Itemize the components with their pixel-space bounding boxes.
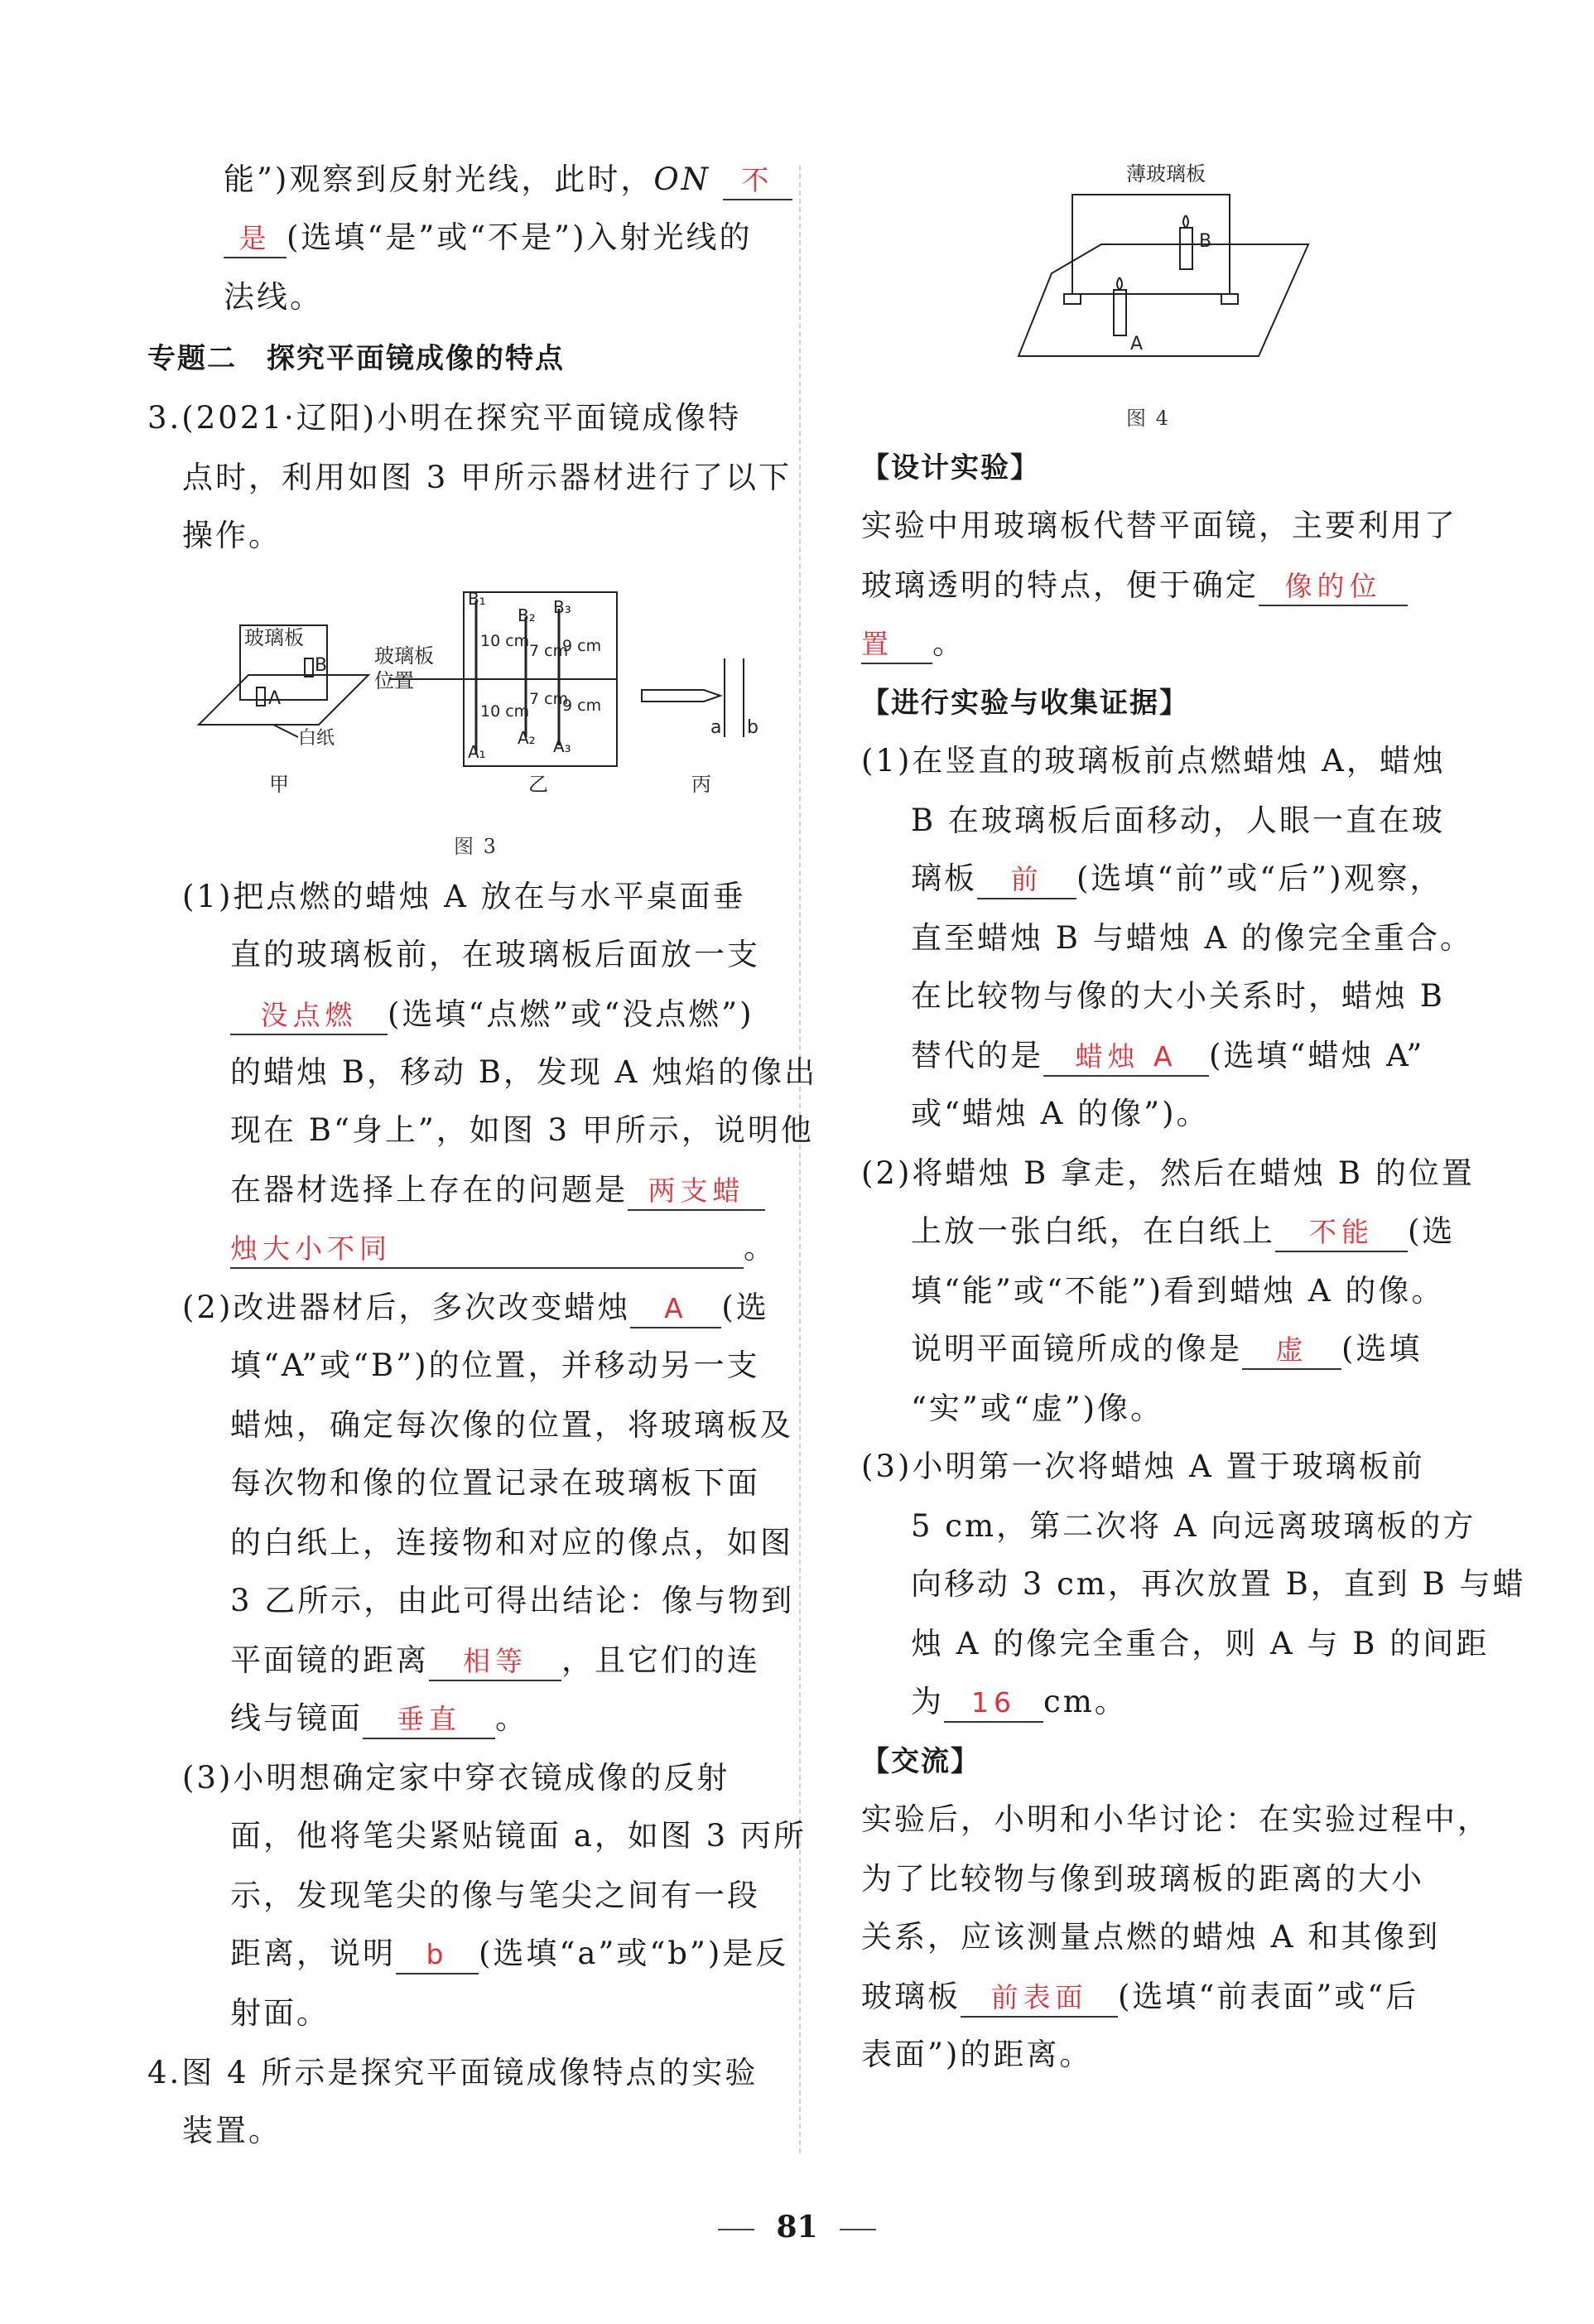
dist-9b: 9 cm <box>562 697 602 715</box>
figure-3-caption: 图 3 <box>454 835 498 858</box>
dist-7b: 7 cm <box>529 690 569 708</box>
text-line: 点时，利用如图 3 甲所示器材进行了以下 <box>182 460 792 495</box>
dist-10a: 10 cm <box>480 632 530 650</box>
pen-icon <box>642 690 720 702</box>
answer-blank: 是 <box>224 220 287 258</box>
text-line: 烛大小不同 。 <box>230 1227 777 1269</box>
label-face-b: b <box>747 717 758 738</box>
dash-left <box>718 2229 754 2230</box>
label-glass: 玻璃板 <box>244 626 304 649</box>
section-heading: 【进行实验与收集证据】 <box>861 687 1189 720</box>
leader-line <box>273 725 298 737</box>
text-line: 现在 B“身上”，如图 3 甲所示，说明他 <box>230 1112 814 1148</box>
answer-blank: 前表面 <box>961 1979 1118 2018</box>
label-thin-glass: 薄玻璃板 <box>1126 162 1206 186</box>
section-heading: 专题二 探究平面镜成像的特点 <box>147 342 565 375</box>
text-line: 蜡烛，确定每次像的位置，将玻璃板及 <box>230 1407 793 1443</box>
flame-b <box>1183 215 1188 228</box>
part-1: (1)把点燃的蜡烛 A 放在与水平桌面垂 <box>182 879 746 914</box>
dash-right <box>840 2229 876 2230</box>
candle-b <box>1180 228 1192 269</box>
label-a2: A₂ <box>518 728 536 748</box>
answer-blank: 相等 <box>429 1643 561 1681</box>
text-line: 实验后，小明和小华讨论：在实验过程中， <box>861 1801 1490 1837</box>
text-line: 示，发现笔尖的像与笔尖之间有一段 <box>230 1878 760 1913</box>
text-line: 是 (选填“是”或“不是”)入射光线的 <box>224 217 753 258</box>
text-line: 面，他将笔尖紧贴镜面 a，如图 3 丙所 <box>230 1818 807 1854</box>
dist-10b: 10 cm <box>480 702 530 721</box>
text-line: 的蜡烛 B，移动 B，发现 A 烛焰的像出 <box>230 1054 818 1090</box>
page-number: 81 <box>0 2210 1594 2244</box>
text-line: 或“蜡烛 A 的像”)。 <box>911 1096 1210 1131</box>
text-line: 距离，说明 b (选填“a”或“b”)是反 <box>230 1933 788 1974</box>
label-paper: 白纸 <box>298 728 335 749</box>
answer-blank: 前 <box>977 861 1076 899</box>
label-a1: A₁ <box>468 742 486 762</box>
label-b2: B₂ <box>518 605 536 625</box>
label-b3: B₃ <box>553 597 571 617</box>
text-line: 替代的是 蜡烛 A (选填“蜡烛 A” <box>911 1035 1424 1077</box>
text-line: 5 cm，第二次将 A 向远离玻璃板的方 <box>911 1508 1476 1544</box>
label-glass-position: 玻璃板 <box>374 644 434 668</box>
candle-a <box>257 687 265 706</box>
figure-3 <box>190 580 770 828</box>
text-line: 填“A”或“B”)的位置，并移动另一支 <box>230 1348 760 1383</box>
text-line: 在器材选择上存在的问题是 两支蜡 <box>230 1169 765 1211</box>
base-board <box>1019 244 1308 356</box>
text-line: 说明平面镜所成的像是 虚 (选填 <box>911 1328 1422 1370</box>
text-line: 操作。 <box>182 518 282 553</box>
text-line: 直至蜡烛 B 与蜡烛 A 的像完全重合。 <box>911 920 1473 956</box>
text-line: 实验中用玻璃板代替平面镜，主要利用了 <box>861 508 1457 543</box>
question-4: 4.图 4 所示是探究平面镜成像特点的实验 <box>147 2055 758 2090</box>
text-line: 直的玻璃板前，在玻璃板后面放一支 <box>230 937 760 972</box>
text-line: 璃板 前 (选填“前”或“后”)观察， <box>911 858 1443 899</box>
text-line: 线与镜面 垂直 。 <box>230 1698 528 1739</box>
text-line: 装置。 <box>182 2113 282 2148</box>
text-line: 向移动 3 cm，再次放置 B，直到 B 与蜡 <box>911 1566 1526 1602</box>
answer-blank: 像的位 <box>1259 568 1408 606</box>
answer-blank: 蜡烛 A <box>1043 1039 1209 1077</box>
text-line: 射面。 <box>230 1995 330 2031</box>
answer-blank: 烛大小不同 <box>230 1231 744 1269</box>
label-yi: 乙 <box>528 773 548 796</box>
candle-a <box>1114 290 1126 335</box>
answer-blank: b <box>396 1936 479 1974</box>
label-jia: 甲 <box>269 773 289 796</box>
text-line: 烛 A 的像完全重合，则 A 与 B 的间距 <box>911 1626 1490 1661</box>
label-a3: A₃ <box>553 736 571 756</box>
answer-blank: 不 <box>723 162 792 200</box>
figure-3-bing <box>642 658 744 737</box>
figure-4 <box>1002 157 1317 389</box>
text-line: 玻璃板 前表面 (选填“前表面”或“后 <box>861 1976 1418 2018</box>
dist-9a: 9 cm <box>562 637 602 655</box>
text-line: 关系，应该测量点燃的蜡烛 A 和其像到 <box>861 1919 1441 1955</box>
text-line: “实”或“虚”)像。 <box>911 1391 1164 1426</box>
text-line: 在比较物与像的大小关系时，蜡烛 B <box>911 978 1445 1014</box>
text-line: B 在玻璃板后面移动，人眼一直在玻 <box>911 803 1445 838</box>
figure-3-yi <box>389 592 617 766</box>
candle-b <box>305 658 313 677</box>
flame-a <box>1117 277 1122 290</box>
answer-blank: 16 <box>944 1685 1043 1723</box>
answer-blank: 没点燃 <box>230 997 388 1035</box>
label-position: 位置 <box>374 669 414 692</box>
text-line: 为 16 cm。 <box>911 1681 1128 1723</box>
section-heading: 【设计实验】 <box>861 451 1040 485</box>
answer-blank: A <box>630 1290 721 1328</box>
exp-part-2: (2)将蜡烛 B 拿走，然后在蜡烛 B 的位置 <box>861 1155 1475 1191</box>
answer-blank: 两支蜡 <box>628 1173 765 1211</box>
label-b: B <box>315 655 328 676</box>
label-b1: B₁ <box>468 589 486 609</box>
figure-4-apparatus <box>1019 195 1308 356</box>
section-heading: 【交流】 <box>861 1745 980 1778</box>
label-b: B <box>1199 231 1212 252</box>
text-line: 能”)观察到反射光线，此时，ON 不 <box>224 159 792 200</box>
label-a: A <box>268 688 282 709</box>
text-line: 的白纸上，连接物和对应的像点，如图 <box>230 1525 793 1560</box>
text-line: 置 。 <box>861 623 966 664</box>
answer-blank: 虚 <box>1242 1332 1341 1370</box>
answer-blank: 垂直 <box>363 1701 495 1739</box>
label-a: A <box>1130 334 1144 354</box>
exp-part-3: (3)小明第一次将蜡烛 A 置于玻璃板前 <box>861 1449 1425 1484</box>
text-line: 填“能”或“不能”)看到蜡烛 A 的像。 <box>911 1273 1445 1309</box>
text-line: 玻璃透明的特点，便于确定 像的位 <box>861 565 1408 606</box>
label-face-a: a <box>710 717 722 738</box>
text-line: 没点燃 (选填“点燃”或“没点燃”) <box>230 994 754 1035</box>
text-line: 为了比较物与像到玻璃板的距离的大小 <box>861 1861 1424 1897</box>
part-3: (3)小明想确定家中穿衣镜成像的反射 <box>182 1760 730 1796</box>
text-line: 每次物和像的位置记录在玻璃板下面 <box>230 1465 760 1501</box>
text-line: 表面”)的距离。 <box>861 2037 1093 2072</box>
question-3: 3.(2021·辽阳)小明在探究平面镜成像特 <box>147 400 742 436</box>
exp-part-1: (1)在竖直的玻璃板前点燃蜡烛 A，蜡烛 <box>861 743 1446 779</box>
support-left <box>1064 294 1081 304</box>
answer-blank: 不能 <box>1275 1214 1408 1252</box>
figure-4-caption: 图 4 <box>1126 407 1170 430</box>
label-bing: 丙 <box>691 773 711 796</box>
dist-7a: 7 cm <box>529 642 569 660</box>
text-line: 3 乙所示，由此可得出结论：像与物到 <box>230 1583 795 1618</box>
text-line: 法线。 <box>224 279 323 315</box>
support-right <box>1221 294 1238 304</box>
answer-blank: 置 <box>861 626 932 664</box>
part-2: (2)改进器材后，多次改变蜡烛 A (选 <box>182 1287 769 1328</box>
text-line: 平面镜的距离 相等 ，且它们的连 <box>230 1640 760 1681</box>
text-line: 上放一张白纸，在白纸上 不能 (选 <box>911 1211 1455 1252</box>
